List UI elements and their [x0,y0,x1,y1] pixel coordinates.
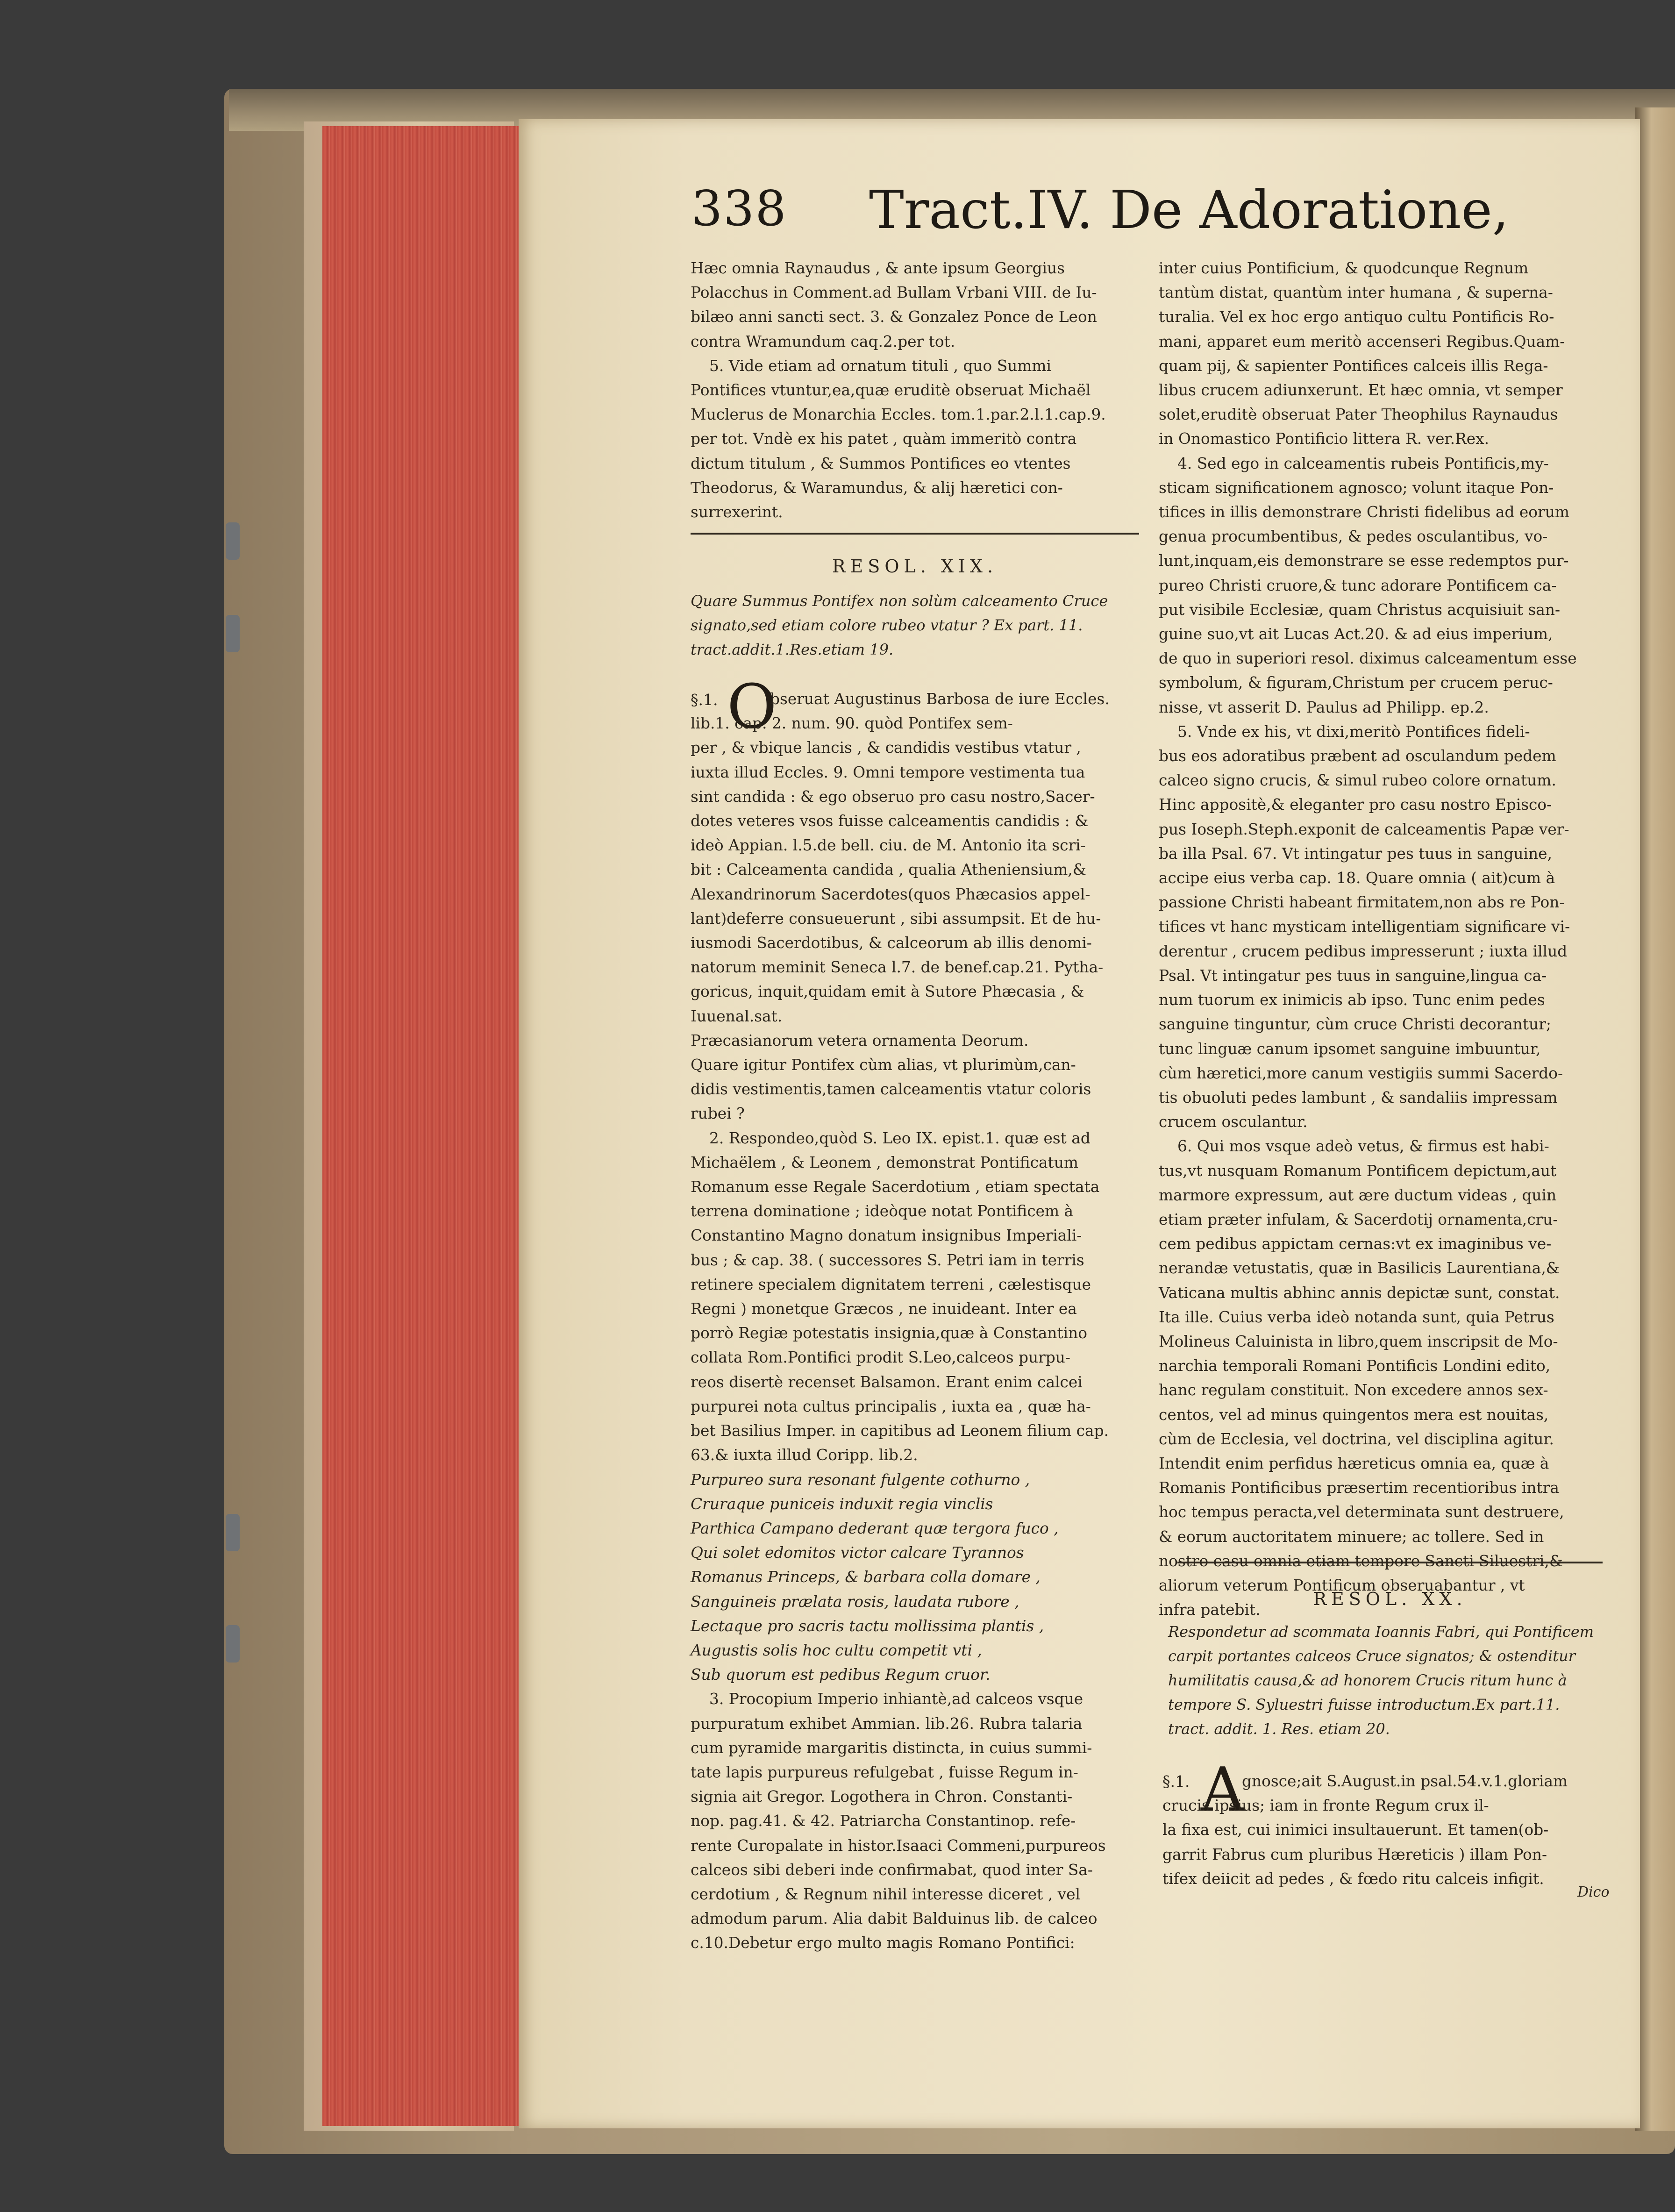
section-marker: §.1. [1162,1772,1190,1791]
intro-paragraph: Hæc omnia Raynaudus , & ante ipsum Georgius Polacchus in Comment.ad Bullam Vrbani VIII. de Iu- bilæo anni sancti sect. 3. & Gonzalez Ponce de Leon contra Wramundum caq.2.per tot. [691,259,1097,350]
right-section-1 [1162,1769,1603,1891]
left-column [691,256,1141,524]
clasp-icon [226,1514,240,1551]
section-4-text: 4. Sed ego in calceamentis rubeis Pontificis,my- sticam significationem agnosco; volunt itaque Pon- tifices in illis demonstrare Christi fidelibus ad eorum genua procumbentibus, & pedes osculantibus, vo- lunt,inquam,eis demonstrare se esse redemptos pur- pureo Christi cruore,& tunc adorare Pontificem ca- put visibile Ecclesiæ, quam Christus acquisiuit san- guine suo,vt ait Lucas Act.20. & ad eius imperium, de quo in superiori resol. diximus calceamentum esse symbolum, & figuram,Christum per crucem peruc- nisse, vt asserit D. Paulus ad Philipp. ep.2. [1159,454,1577,716]
drop-capital: A [1201,1754,1245,1825]
catchword: Dico [1577,1884,1610,1900]
section-1-text: gnosce;ait S.August.in psal.54.v.1.gloriam crucis ipsius; iam in fronte Regum crux il- la fixa est, cui inimici insultauerunt. Et tamen(ob- garrit Fabrus cum pluribus Hæreticis ) illam Pon- tifex deiicit ad pedes , & fœdo ritu calceis infigit. [1162,1772,1568,1888]
right-column [1159,256,1603,1622]
clasp-icon [226,615,240,652]
section-rule [1177,1562,1603,1563]
running-title: Tract.IV. De Adoratione, [869,180,1509,241]
resol-summary-xx: Respondetur ad scommata Ioannis Fabri, qui Pontificem carpit portantes calceos Cruce signatos; & ostenditur humilitatis causa,& ad honorem Crucis ritum hunc à tempore S. Syluestri fuisse introductum.Ex part.11. tract. addit. 1. Res. etiam 20. [1168,1623,1594,1738]
drop-capital: O [727,671,777,742]
resol-heading-xx: RESOL. XX. [1313,1589,1467,1609]
page-number: 338 [691,180,787,237]
paragraph-5: 5. Vide etiam ad ornatum tituli , quo Summi Pontifices vtuntur,ea,quæ eruditè obseruat Michaël Muclerus de Monarchia Eccles. tom.1.par.2.l.1.cap.9. per tot. Vndè ex his patet , quàm immeritò contra dictum titulum , & Summos Pontifices eo vtentes Theodorus, & Waramundus, & alij hæretici con- surrexerint. [691,357,1106,521]
resol-summary-xix: Quare Summus Pontifex non solùm calceamento Cruce signato,sed etiam colore rubeo vtatur ? Ex part. 11. tract.addit.1.Res.etiam 19. [691,592,1108,658]
section-marker: §.1. [691,691,718,709]
resol-heading-xix: RESOL. XIX. [832,556,998,577]
left-section-1 [691,687,1141,1955]
page-header [691,180,1603,250]
section-3-text: 3. Procopium Imperio inhiantè,ad calceos vsque purpuratum exhibet Ammian. lib.26. Rubra talaria cum pyramide margaritis distincta, in cuius summi- tate lapis purpureus refulgebat , fuisse Regum in- signia ait Gregor. Logothera in Chron. Constanti- nop. pag.41. & 42. Patriarcha Constantinop. refe- rente Curopalate in histor.Isaaci Commeni,purpureos calceos sibi deberi inde confirmabat, quod inter Sa- cerdotium , & Regnum nihil interesse diceret , vel admodum parum. Alia dabit Balduinus lib. de calceo c.10.Debetur ergo multo magis Romano Pontifici: [691,1690,1106,1952]
section-rule [691,533,1139,535]
verse-quotation: Purpureo sura resonant fulgente cothurno , Cruraque puniceis induxit regia vinclis Parthica Campano dederant quæ tergora fuco , Qui solet edomitos victor calcare Tyrannos Romanus Princeps, & barbara colla domare , Sanguineis prælata rosis, laudata rubore , Lectaque pro sacris tactu mollissima plantis , Augustis solis hoc cultu competit vti , Sub quorum est pedibus Regum cruor. [691,1470,1059,1684]
red-page-edges [322,126,519,2126]
section-1-text: bseruat Augustinus Barbosa de iure Eccles. lib.1. cap. 2. num. 90. quòd Pontifex sem- per , & vbique lancis , & candidis vestibus vtatur , iuxta illud Eccles. 9. Omni tempore vestimenta tua sint candida : & ego obseruo pro casu nostro,Sacer- dotes veteres vsos fuisse calceamentis candidis : & ideò Appian. l.5.de bell. ciu. de M. Antonio ita scri- bit : Calceamenta candida , qualia Atheniensium,& Alexandrinorum Sacerdotes(quos Phæcasios appel- lant)deferre consueuerunt , sibi assumpsit. Et de hu- iusmodi Sacerdotibus, & calceorum ab illis denomi- natorum meminit Seneca l.7. de benef.cap.21. Pytha- goricus, inquit,quidam emit à Sutore Phæcasia , & Iuuenal.sat. Præcasianorum vetera ornamenta Deorum. Quare igitur Pontifex cùm alias, vt plurimùm,can- didis vestimentis,tamen calceamentis vtatur coloris rubei ? [691,690,1110,1123]
section-5-text: 5. Vnde ex his, vt dixi,meritò Pontifices fideli- bus eos adoratibus præbent ad osculandum pedem calceo signo crucis, & simul rubeo colore ornatum. Hinc appositè,& eleganter pro casu nostro Episco- pus Ioseph.Steph.exponit de calceamentis Papæ ver- ba illa Psal. 67. Vt intingatur pes tuus in sanguine, accipe eius verba cap. 18. Quare omnia ( ait)cum à passione Christi habeant firmitatem,non abs re Pon- tifices vt hanc mysticam intelligentiam significare vi- derentur , crucem pedibus impresserunt ; iuxta illud Psal. Vt intingatur pes tuus in sanguine,lingua ca- num tuorum ex inimicis ab ipso. Tunc enim pedes sanguine tinguntur, cùm cruce Christi decorantur; tunc linguæ canum ipsomet sanguine imbuuntur, cùm hæretici,more canum vestigiis summi Sacerdo- tis obuoluti pedes lambunt , & sandaliis impressam crucem osculantur. [1159,722,1570,1131]
section-2-text: 2. Respondeo,quòd S. Leo IX. epist.1. quæ est ad Michaëlem , & Leonem , demonstrat Pontificatum Romanum esse Regale Sacerdotium , etiam spectata terrena dominatione ; ideòque notat Pontificem à Constantino Magno donatum insignibus Imperiali- bus ; & cap. 38. ( successores S. Petri iam in terris retinere specialem dignitatem terreni , cælestisque Regni ) monetque Græcos , ne inuideant. Inter ea porrò Regiæ potestatis insignia,quæ à Constantino collata Rom.Pontifici prodit S.Leo,calceos purpu- reos disertè recenset Balsamon. Erant enim calcei purpurei nota cultus principalis , iuxta ea , quæ ha- bet Basilius Imper. in capitibus ad Leonem filium cap. 63.& iuxta illud Coripp. lib.2. [691,1129,1109,1464]
section-6-text: 6. Qui mos vsque adeò vetus, & firmus est habi- tus,vt nusquam Romanum Pontificem depictum,aut marmore expressum, aut ære ductum videas , quin etiam præter infulam, & Sacerdotij ornamenta,cru- cem pedibus appictam cernas:vt ex imaginibus ve- nerandæ vetustatis, quæ in Basilicis Laurentiana,& Vaticana multis abhinc annis depictæ sunt, constat. Ita ille. Cuius verba ideò notanda sunt, quia Petrus Molineus Caluinista in libro,quem inscripsit de Mo- narchia temporali Romani Pontificis Londini edito, hanc regulam constituit. Non excedere annos sex- centos, vel ad minus quingentos mera est nouitas, cùm de Ecclesia, vel doctrina, vel disciplina agitur. Intendit enim perfidus hæreticus omnia ea, quæ à Romanis Pontificibus præsertim recentioribus intra hoc tempus peracta,vel determinata sunt destruere, & eorum auctoritatem minuere; ac tollere. Sed in nostro casu omnia etiam tempore Sancti Siluestri,& aliorum veterum Pontificum obseruabantur , vt infra patebit. [1159,1137,1564,1619]
continuation-text: inter cuius Pontificium, & quodcunque Regnum tantùm distat, quantùm inter humana , & superna- turalia. Vel ex hoc ergo antiquo cultu Pontificis Ro- mani, apparet eum meritò accenseri Regibus.Quam- quam pij, & sapienter Pontifices calceis illis Rega- libus crucem adiunxerunt. Et hæc omnia, vt semper solet,eruditè obseruat Pater Theophilus Raynaudus in Onomastico Pontificio littera R. ver.Rex. [1159,259,1565,448]
clasp-icon [226,1625,240,1663]
facing-page-edge [1635,107,1675,2131]
clasp-icon [226,522,240,560]
